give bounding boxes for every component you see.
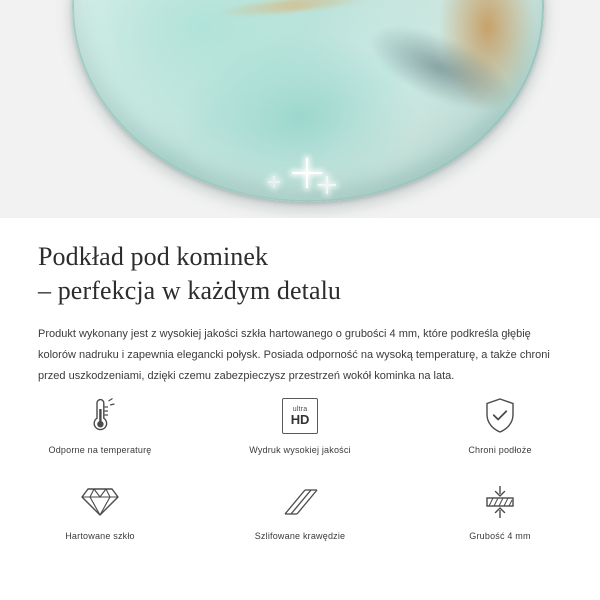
feature-label: Szlifowane krawędzie — [254, 531, 346, 541]
ultra-hd-badge-bottom: HD — [290, 412, 310, 427]
gold-vein — [213, 0, 373, 20]
diamond-icon — [80, 479, 120, 525]
feature-label: Hartowane szkło — [65, 531, 135, 541]
thickness-icon — [481, 479, 519, 525]
feature-label: Chroni podłoże — [468, 445, 532, 455]
hero-image — [0, 0, 600, 218]
ink-blotch — [359, 10, 520, 126]
ultra-hd-badge-top: ultra — [292, 406, 308, 413]
headline-line-2: – perfekcja w każdym detalu — [38, 275, 342, 305]
feature-item-print-quality — [200, 393, 400, 479]
feature-item-surface-protection — [400, 393, 600, 479]
thermometer-icon — [82, 393, 118, 439]
feature-item-temperature — [0, 393, 200, 479]
feature-label: Wydruk wysokiej jakości — [249, 445, 351, 455]
ultra-hd-icon — [282, 393, 318, 439]
polished-edge-icon — [281, 479, 319, 525]
feature-item-thickness — [400, 479, 600, 565]
headline-line-1: Podkład pod kominek — [38, 242, 269, 271]
page-title — [0, 218, 600, 308]
feature-grid — [0, 393, 600, 565]
feature-label: Odporne na temperaturę — [48, 445, 152, 455]
feature-label: Grubość 4 mm — [469, 531, 531, 541]
shield-check-icon — [482, 393, 518, 439]
text-content — [0, 218, 600, 388]
feature-item-polished-edges — [200, 479, 400, 565]
description-paragraph: Produkt wykonany jest z wysokiej jakości szkła hartowanego o grubości 4 mm, które podkreśla głębię kolorów nadruku i zapewnia elegancki połysk. Posiada odporność na wysoką temperaturę, a także chroni przed uszkodzeniami, dzięki czemu zabezpieczysz przestrzeń wokół kominka na lata. — [38, 327, 550, 383]
feature-item-tempered-glass — [0, 479, 200, 565]
